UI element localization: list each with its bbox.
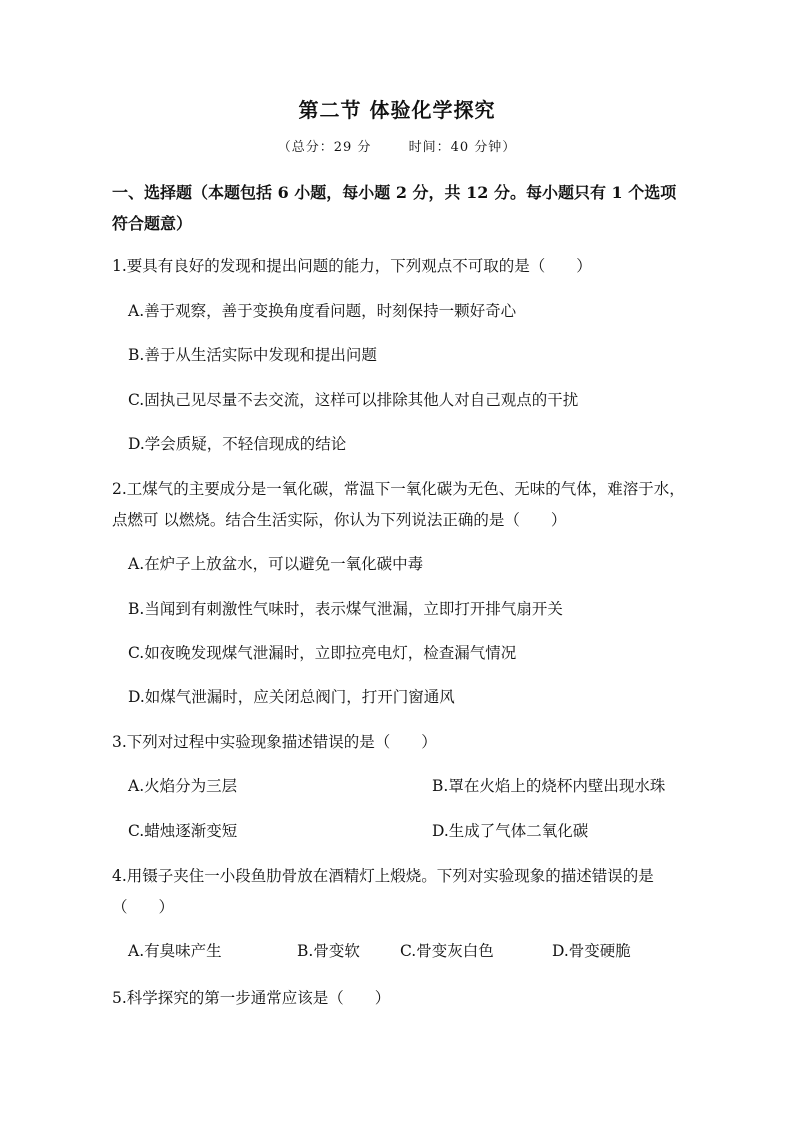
question-2-option-d: D.如煤气泄漏时，应关闭总阀门，打开门窗通风: [128, 688, 455, 706]
question-1-option-b: B.善于从生活实际中发现和提出问题: [128, 346, 377, 364]
question-4-stem: 4.用镊子夹住一小段鱼肋骨放在酒精灯上煅烧。下列对实验现象的描述错误的是（ ）: [112, 867, 654, 916]
question-1-option-d: D.学会质疑，不轻信现成的结论: [128, 435, 347, 453]
question-2-option-a: A.在炉子上放盆水，可以避免一氧化碳中毒: [128, 555, 424, 573]
question-2-option-b: B.当闻到有刺激性气味时，表示煤气泄漏，立即打开排气扇开关: [128, 600, 563, 618]
question-1-option-a: A.善于观察，善于变换角度看问题，时刻保持一颗好奇心: [128, 302, 517, 320]
page-title: 第二节 体验化学探究: [298, 98, 496, 122]
question-5-stem: 5.科学探究的第一步通常应该是（ ）: [112, 989, 391, 1007]
question-3-stem: 3.下列对过程中实验现象描述错误的是（ ）: [112, 733, 437, 751]
question-2-stem: 2.工煤气的主要成分是一氧化碳，常温下一氧化碳为无色、无味的气体，难溶于水，点燃可 以燃烧。结合生活实际，你认为下列说法正确的是（ ）: [112, 480, 685, 529]
question-4-option-c: C.骨变灰白色: [400, 942, 494, 960]
exam-meta: [0, 136, 794, 155]
time-limit: 时间：40 分钟）: [408, 140, 517, 155]
section-heading: 一、选择题（本题包括 6 小题，每小题 2 分，共 12 分。每小题只有 1 个选项符合题意）: [112, 183, 677, 233]
total-score: （总分：29 分: [277, 140, 372, 155]
question-4-option-b: B.骨变软: [297, 942, 360, 960]
question-3-option-c: C.蜡烛逐渐变短: [128, 822, 238, 840]
question-3-option-a: A.火焰分为三层: [128, 777, 238, 795]
question-3-option-d: D.生成了气体二氧化碳: [432, 822, 589, 840]
question-1-stem: 1.要具有良好的发现和提出问题的能力，下列观点不可取的是（ ）: [112, 257, 592, 275]
question-2-option-c: C.如夜晚发现煤气泄漏时，立即拉亮电灯，检查漏气情况: [128, 644, 517, 662]
question-4-option-d: D.骨变硬脆: [552, 942, 631, 960]
question-3-option-b: B.罩在火焰上的烧杯内壁出现水珠: [432, 777, 666, 795]
question-4-option-a: A.有臭味产生: [128, 942, 222, 960]
question-1-option-c: C.固执己见尽量不去交流，这样可以排除其他人对自己观点的干扰: [128, 391, 579, 409]
